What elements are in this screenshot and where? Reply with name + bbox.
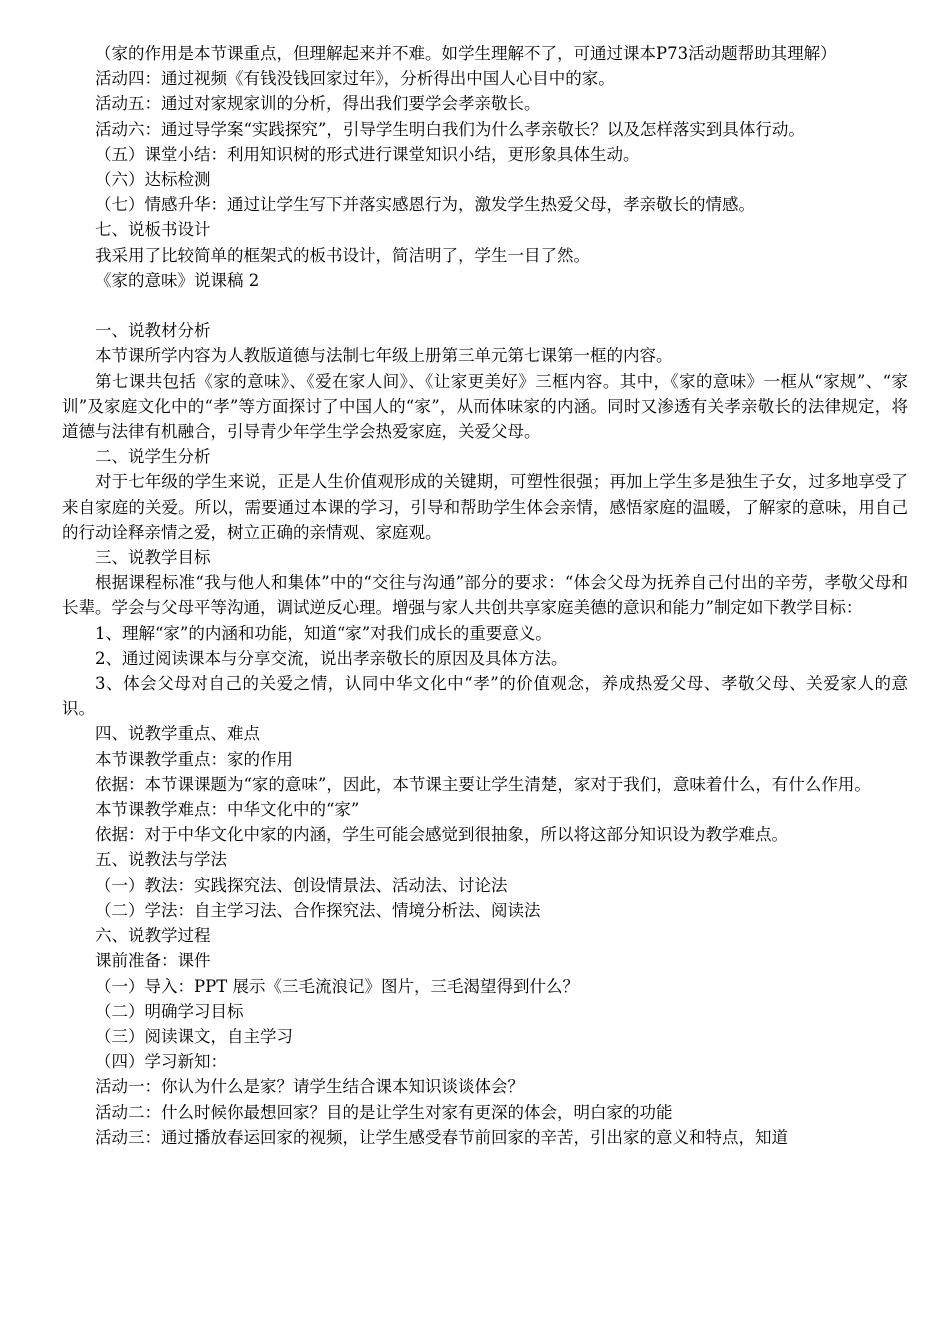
- paragraph: 第七课共包括《家的意味》、《爱在家人间》、《让家更美好》三框内容。其中，《家的意味》一框从“家规”、“家训”及家庭文化中的“孝”等方面探讨了中国人的“家”，从而体味家的内涵。同时又渗透有关孝亲敬长的法律规定，将道德与法律有机融合，引导青少年学生学会热爱家庭，关爱父母。: [62, 371, 908, 442]
- paragraph: 课前准备：课件: [95, 951, 211, 971]
- paragraph: 我采用了比较简单的框架式的板书设计，简洁明了，学生一目了然。: [95, 245, 590, 265]
- paragraph: 活动五：通过对家规家训的分析，得出我们要学会孝亲敬长。: [95, 94, 541, 114]
- list-item: 3、体会父母对自己的关爱之情，认同中华文化中“孝”的价值观念，养成热爱父母、孝敬父母、关爱家人的意识。: [62, 674, 908, 719]
- paragraph: 活动三：通过播放春运回家的视频，让学生感受春节前回家的辛苦，引出家的意义和特点，知道: [95, 1127, 788, 1147]
- list-item: 1、理解“家”的内涵和功能，知道“家”对我们成长的重要意义。: [95, 623, 552, 643]
- paragraph: （一）教法：实践探究法、创设情景法、活动法、讨论法: [95, 875, 508, 895]
- list-item: 2、通过阅读课本与分享交流，说出孝亲敬长的原因及具体方法。: [95, 648, 568, 668]
- paragraph: （六）达标检测: [95, 170, 211, 190]
- section-heading: 三、说教学目标: [95, 548, 211, 568]
- section-heading: 二、说学生分析: [95, 447, 211, 467]
- section-heading: 四、说教学重点、难点: [95, 724, 260, 744]
- paragraph: 活动二：什么时候你最想回家？目的是让学生对家有更深的体会，明白家的功能: [95, 1102, 673, 1122]
- paragraph: 活动一：你认为什么是家？请学生结合课本知识谈谈体会？: [95, 1077, 524, 1097]
- paragraph: 活动六：通过导学案“实践探究”，引导学生明白我们为什么孝亲敬长？以及怎样落实到具体行动。: [95, 119, 805, 139]
- paragraph: 本节课教学难点：中华文化中的“家”: [95, 800, 360, 820]
- document-title: 《家的意味》说课稿 2: [95, 270, 260, 290]
- paragraph: （一）导入：PPT 展示《三毛流浪记》图片，三毛渴望得到什么？: [95, 976, 579, 996]
- paragraph: （五）课堂小结：利用知识树的形式进行课堂知识小结，更形象具体生动。: [95, 144, 640, 164]
- section-heading: 五、说教法与学法: [95, 850, 227, 870]
- paragraph: （七）情感升华：通过让学生写下并落实感恩行为，激发学生热爱父母，孝亲敬长的情感。: [95, 195, 755, 215]
- paragraph: 对于七年级的学生来说，正是人生价值观形成的关键期，可塑性很强；再加上学生多是独生子女，过多地享受了来自家庭的关爱。所以，需要通过本课的学习，引导和帮助学生体会亲情，感悟家庭的温暖，了解家的意味，用自己的行动诠释亲情之爱，树立正确的亲情观、家庭观。: [62, 472, 908, 542]
- paragraph: 活动四：通过视频《有钱没钱回家过年》，分析得出中国人心目中的家。: [95, 69, 615, 89]
- paragraph: （二）明确学习目标: [95, 1001, 244, 1021]
- section-heading: 一、说教材分析: [95, 321, 211, 341]
- paragraph: 依据：本节课课题为“家的意味”，因此，本节课主要让学生清楚，家对于我们，意味着什么，有什么作用。: [95, 774, 871, 794]
- paragraph: 本节课所学内容为人教版道德与法制七年级上册第三单元第七课第一框的内容。: [95, 346, 673, 366]
- paragraph: （四）学习新知：: [95, 1052, 227, 1072]
- paragraph: （家的作用是本节课重点，但理解起来并不难。如学生理解不了，可通过课本P73活动题帮助其理解）: [95, 44, 837, 63]
- section-heading: 七、说板书设计: [95, 220, 211, 240]
- paragraph: 本节课教学重点：家的作用: [95, 749, 293, 769]
- blank-line: [62, 293, 908, 318]
- section-heading: 六、说教学过程: [95, 926, 211, 946]
- paragraph: （二）学法：自主学习法、合作探究法、情境分析法、阅读法: [95, 900, 541, 920]
- paragraph: 根据课程标准“我与他人和集体”中的“交往与沟通”部分的要求：“体会父母为抚养自己付出的辛劳，孝敬父母和长辈。学会与父母平等沟通，调试逆反心理。增强与家人共创共享家庭美德的意识和能力”制定如下教学目标：: [62, 573, 908, 618]
- document-body: [62, 41, 908, 1150]
- paragraph: （三）阅读课文，自主学习: [95, 1026, 293, 1046]
- paragraph: 依据：对于中华文化中家的内涵，学生可能会感觉到很抽象，所以将这部分知识设为教学难点。: [95, 825, 788, 845]
